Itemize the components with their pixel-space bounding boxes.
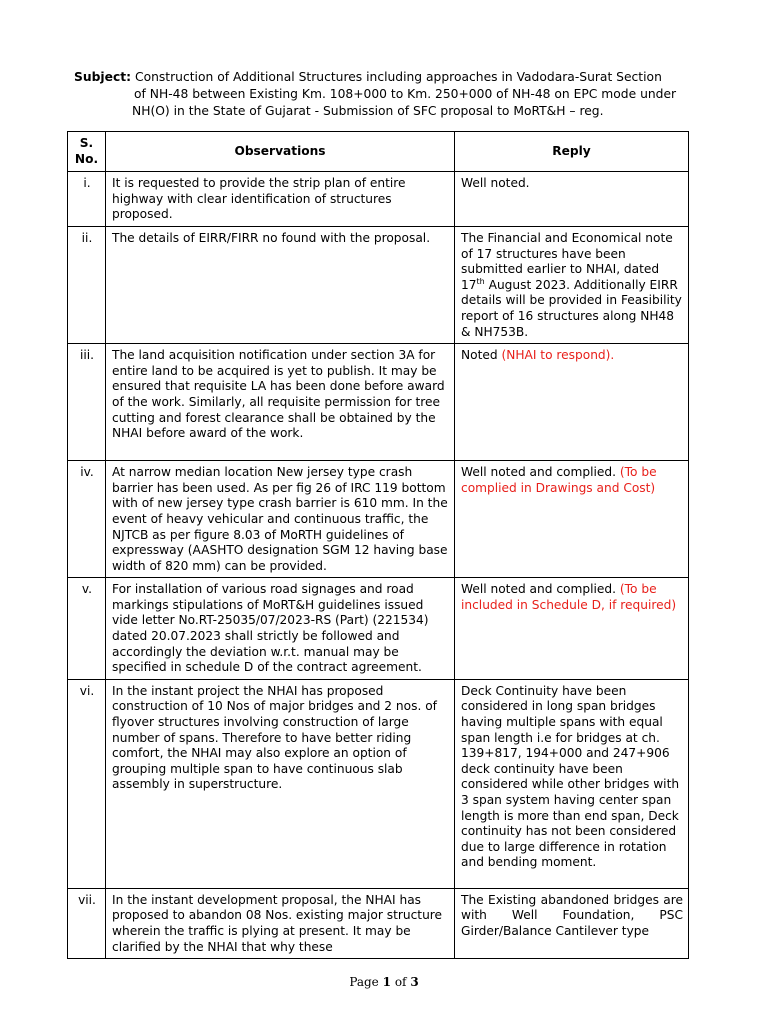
- footer-page-number: 1: [382, 975, 391, 989]
- subject-block: [74, 69, 694, 120]
- reply-text: Well noted and complied.: [461, 465, 620, 480]
- row-reply: [455, 461, 689, 578]
- row-reply: [455, 578, 689, 680]
- reply-text: Noted: [461, 348, 502, 363]
- row-reply: The Existing abandoned bridges are with Well Foundation, PSC Girder/Balance Cantilever type: [455, 888, 689, 958]
- header-observations: Observations: [106, 132, 455, 172]
- table-header-row: [68, 132, 689, 172]
- row-reply: Deck Continuity have been considered in long span bridges having multiple spans with equal span length i.e for bridges at ch. 139+817, 194+000 and 247+906 deck continuity have been considered while other bridges with 3 span system having center span length is more than end span, Deck continuity has not been considered due to large difference in rotation and bending moment.: [455, 679, 689, 888]
- row-sno: ii.: [68, 226, 106, 343]
- row-sno: i.: [68, 172, 106, 227]
- header-reply: Reply: [455, 132, 689, 172]
- reply-text: The Financial and Economical note of 17 structures have been submitted earlier to NHAI, dated 17: [461, 230, 673, 292]
- table-row: [68, 172, 689, 227]
- row-reply: [455, 226, 689, 343]
- reply-red-note: (To be complied in Drawings and Cost): [461, 465, 657, 495]
- reply-red-note: (NHAI to respond).: [501, 348, 615, 363]
- subject-line-1: Subject: Construction of Additional Structures including approaches in Vadodara-Surat Section: [74, 70, 662, 84]
- page-footer: [0, 975, 768, 989]
- reply-text-cont: August 2023. Additionally EIRR details will be provided in Feasibility report of 16 structures along NH48 & NH753B.: [461, 277, 682, 339]
- subject-line-3: NH(O) in the State of Gujarat - Submission of SFC proposal to MoRT&H – reg.: [132, 104, 604, 118]
- header-sno: S. No.: [68, 132, 106, 172]
- row-observation: For installation of various road signages and road markings stipulations of MoRT&H guidelines issued vide letter No.RT-25035/07/2023-RS (Part) (221534) dated 20.07.2023 shall strictly be followed and accordingly the deviation w.r.t. manual may be specified in schedule D of the contract agreement.: [106, 578, 455, 680]
- row-observation: The land acquisition notification under section 3A for entire land to be acquired is yet to publish. It may be ensured that requisite LA has been done before award of the work. Similarly, all requisite permission for tree cutting and forest clearance shall be obtained by the NHAI before award of the work.: [106, 344, 455, 461]
- table-row: [68, 578, 689, 680]
- row-sno: vi.: [68, 679, 106, 888]
- footer-page-total: 3: [410, 975, 419, 989]
- subject-label: Subject: [74, 70, 127, 84]
- observations-table: [67, 131, 689, 959]
- row-sno: vii.: [68, 888, 106, 958]
- reply-red-note: (To be included in Schedule D, if required): [461, 582, 677, 612]
- row-sno: v.: [68, 578, 106, 680]
- subject-text-1: Construction of Additional Structures including approaches in Vadodara-Surat Section: [134, 70, 662, 84]
- table-row: [68, 226, 689, 343]
- row-reply: [455, 344, 689, 461]
- footer-page-word: Page: [349, 975, 379, 989]
- row-observation: In the instant development proposal, the NHAI has proposed to abandon 08 Nos. existing major structure wherein the traffic is plying at present. It may be clarified by the NHAI that why these: [106, 888, 455, 958]
- footer-of-word: of: [394, 975, 407, 989]
- row-observation: The details of EIRR/FIRR no found with the proposal.: [106, 226, 455, 343]
- table-row: [68, 888, 689, 958]
- reply-superscript: th: [476, 276, 485, 286]
- table-row: [68, 344, 689, 461]
- table-row: [68, 679, 689, 888]
- row-observation: It is requested to provide the strip plan of entire highway with clear identification of structures proposed.: [106, 172, 455, 227]
- table-row: [68, 461, 689, 578]
- row-sno: iv.: [68, 461, 106, 578]
- subject-line-2: of NH-48 between Existing Km. 108+000 to Km. 250+000 of NH-48 on EPC mode under: [134, 87, 677, 101]
- row-reply: Well noted.: [455, 172, 689, 227]
- row-observation: At narrow median location New jersey type crash barrier has been used. As per fig 26 of IRC 119 bottom with of new jersey type crash barrier is 610 mm. In the event of heavy vehicular and continuous traffic, the NJTCB as per figure 8.03 of MoRTH guidelines of expressway (AASHTO designation SGM 12 having base width of 820 mm) can be provided.: [106, 461, 455, 578]
- row-observation: In the instant project the NHAI has proposed construction of 10 Nos of major bridges and 2 nos. of flyover structures involving construction of large number of spans. Therefore to have better riding comfort, the NHAI may also explore an option of grouping multiple span to have continuous slab assembly in superstructure.: [106, 679, 455, 888]
- reply-text: Well noted and complied.: [461, 582, 620, 597]
- row-sno: iii.: [68, 344, 106, 461]
